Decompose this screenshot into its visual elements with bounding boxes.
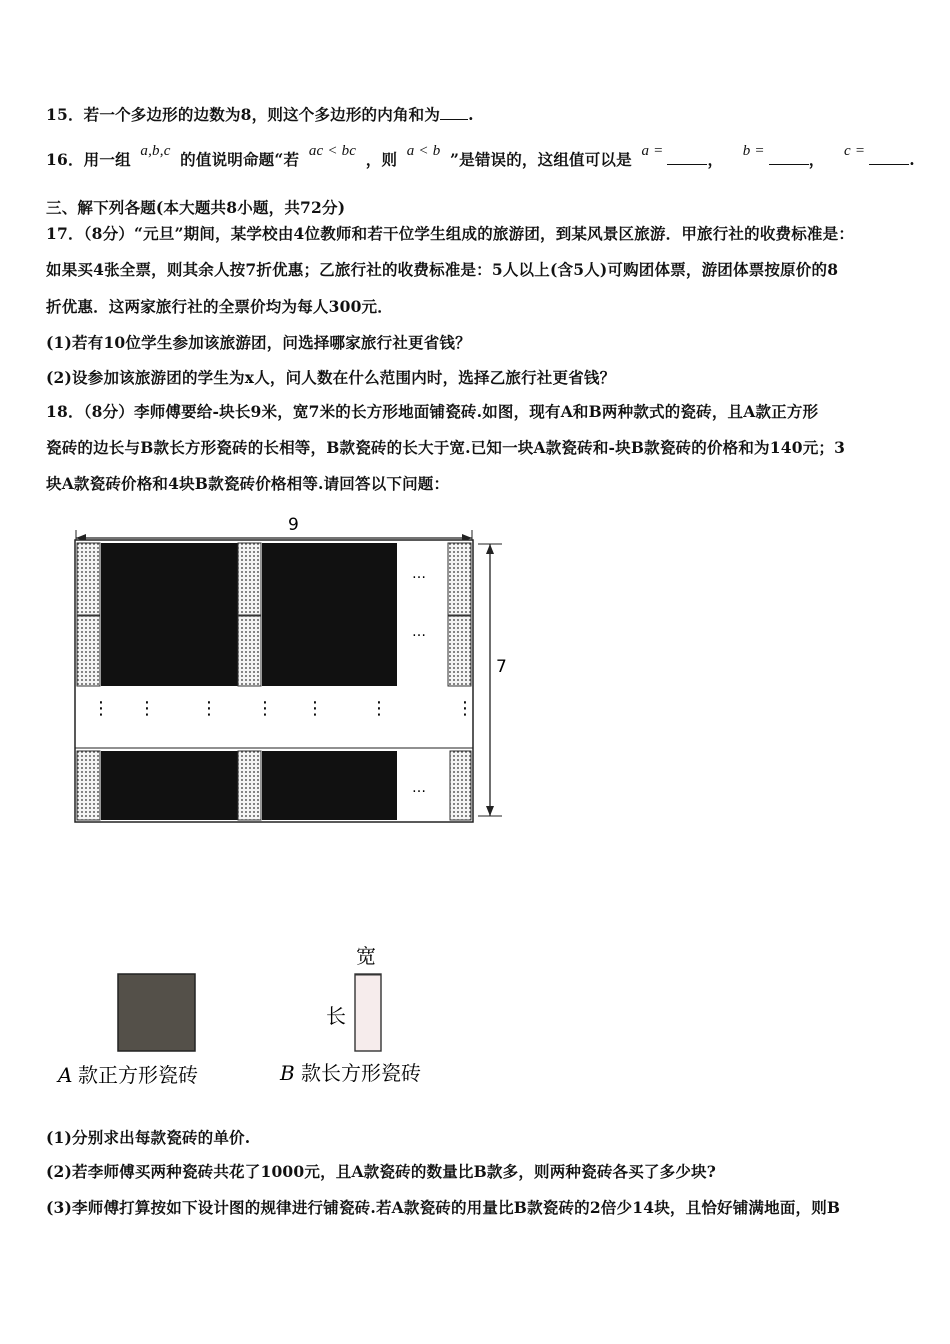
tile-a-caption: 款正方形瓷砖 [78,1063,198,1087]
floor-layout-diagram [60,510,520,840]
tile-b [238,751,261,820]
tile-b-rect [355,974,381,1051]
ellipsis-h: … [412,624,426,640]
tile-b [238,616,261,686]
q17-line-3: 折优惠．这两家旅行社的全票价均为每人300元． [46,297,393,316]
q18-line-1: 18．（8分）李师傅要给-块长9米，宽7米的长方形地面铺瓷砖.如图，现有A和B两种款式的瓷砖，且A款正方形 [46,402,819,421]
answer-blank-a [667,150,707,165]
tile-b-length-label: 长 [326,1004,346,1028]
math-a-eq: a = [641,143,664,159]
tile-b [450,751,471,820]
question-16: 16．用一组 a,b,c 的值说明命题“若 ac < bc ，则 a < b ”是错误的，这组值可以是 a = ， b = ， c = . [46,143,915,169]
math-b-eq: b = [742,143,765,159]
tile-a-square [118,974,195,1051]
math-abc: a,b,c [140,143,171,159]
tile-b [238,543,261,615]
tile-b [448,543,471,615]
tile-a [262,543,397,686]
answer-blank-b [769,150,809,165]
answer-blank-c [869,150,909,165]
tile-b [77,751,100,820]
q18-subquestion-1: (1)分别求出每款瓷砖的单价. [46,1128,251,1147]
tile-b-width-label: 宽 [356,944,376,968]
tile-b [77,616,100,686]
question-15: 15．若一个多边形的边数为8，则这个多边形的内角和为 . [46,105,474,124]
tile-types-figure [40,925,480,1095]
tile-b [448,616,471,686]
width-label: 9 [288,515,299,535]
ellipsis-h: … [412,780,426,796]
math-c-eq: c = [844,143,866,159]
q17-line-2: 如果买4张全票，则其余人按7折优惠；乙旅行社的收费标准是：5人以上(含5人)可购团体票，游团体票按原价的8 [46,260,839,279]
math-ac-lt-bc: ac < bc [308,143,357,159]
tile-a [101,751,238,820]
q18-subquestion-2: (2)若李师傅买两种瓷砖共花了1000元，且A款瓷砖的数量比B款多，则两种瓷砖各买了多少块? [46,1162,717,1181]
ellipsis-v: ⋮ [370,698,388,719]
ellipsis-v: ⋮ [200,698,218,719]
ellipsis-v: ⋮ [306,698,324,719]
tile-a [262,751,397,820]
ellipsis-h: … [412,566,426,582]
q18-line-3: 块A款瓷砖价格和4块B款瓷砖价格相等.请回答以下问题： [46,474,450,493]
q18-subquestion-3: (3)李师傅打算按如下设计图的规律进行铺瓷砖.若A款瓷砖的用量比B款瓷砖的2倍少14块，且恰好铺满地面，则B [46,1198,841,1217]
q18-line-2: 瓷砖的边长与B款长方形瓷砖的长相等，B款瓷砖的长大于宽.已知一块A款瓷砖和-块B款瓷砖的价格和为140元；3 [46,438,846,457]
q17-subquestion-2: (2)设参加该旅游团的学生为x人，问人数在什么范围内时，选择乙旅行社更省钱？ [46,368,616,387]
answer-blank [440,105,468,120]
ellipsis-v: ⋮ [256,698,274,719]
ellipsis-v: ⋮ [138,698,156,719]
tile-b [77,543,100,615]
tile-a-caption-var: A [58,1063,73,1087]
tile-b-caption: 款长方形瓷砖 [301,1061,421,1085]
q15-text: 15．若一个多边形的边数为8，则这个多边形的内角和为 [46,105,441,124]
height-dimension [478,544,507,816]
ellipsis-v: ⋮ [92,698,110,719]
math-a-lt-b: a < b [406,143,441,159]
tile-b-caption-var: B [280,1061,295,1085]
section-heading: 三、解下列各题(本大题共8小题，共72分) [46,198,346,217]
ellipsis-v: ⋮ [456,698,474,719]
tile-a [101,543,238,686]
height-label: 7 [496,657,507,677]
q17-line-1: 17．（8分）“元旦”期间，某学校由4位教师和若干位学生组成的旅游团，到某风景区旅游．甲旅行社的收费标准是： [46,224,855,243]
q17-subquestion-1: (1)若有10位学生参加该旅游团，问选择哪家旅行社更省钱？ [46,333,471,352]
